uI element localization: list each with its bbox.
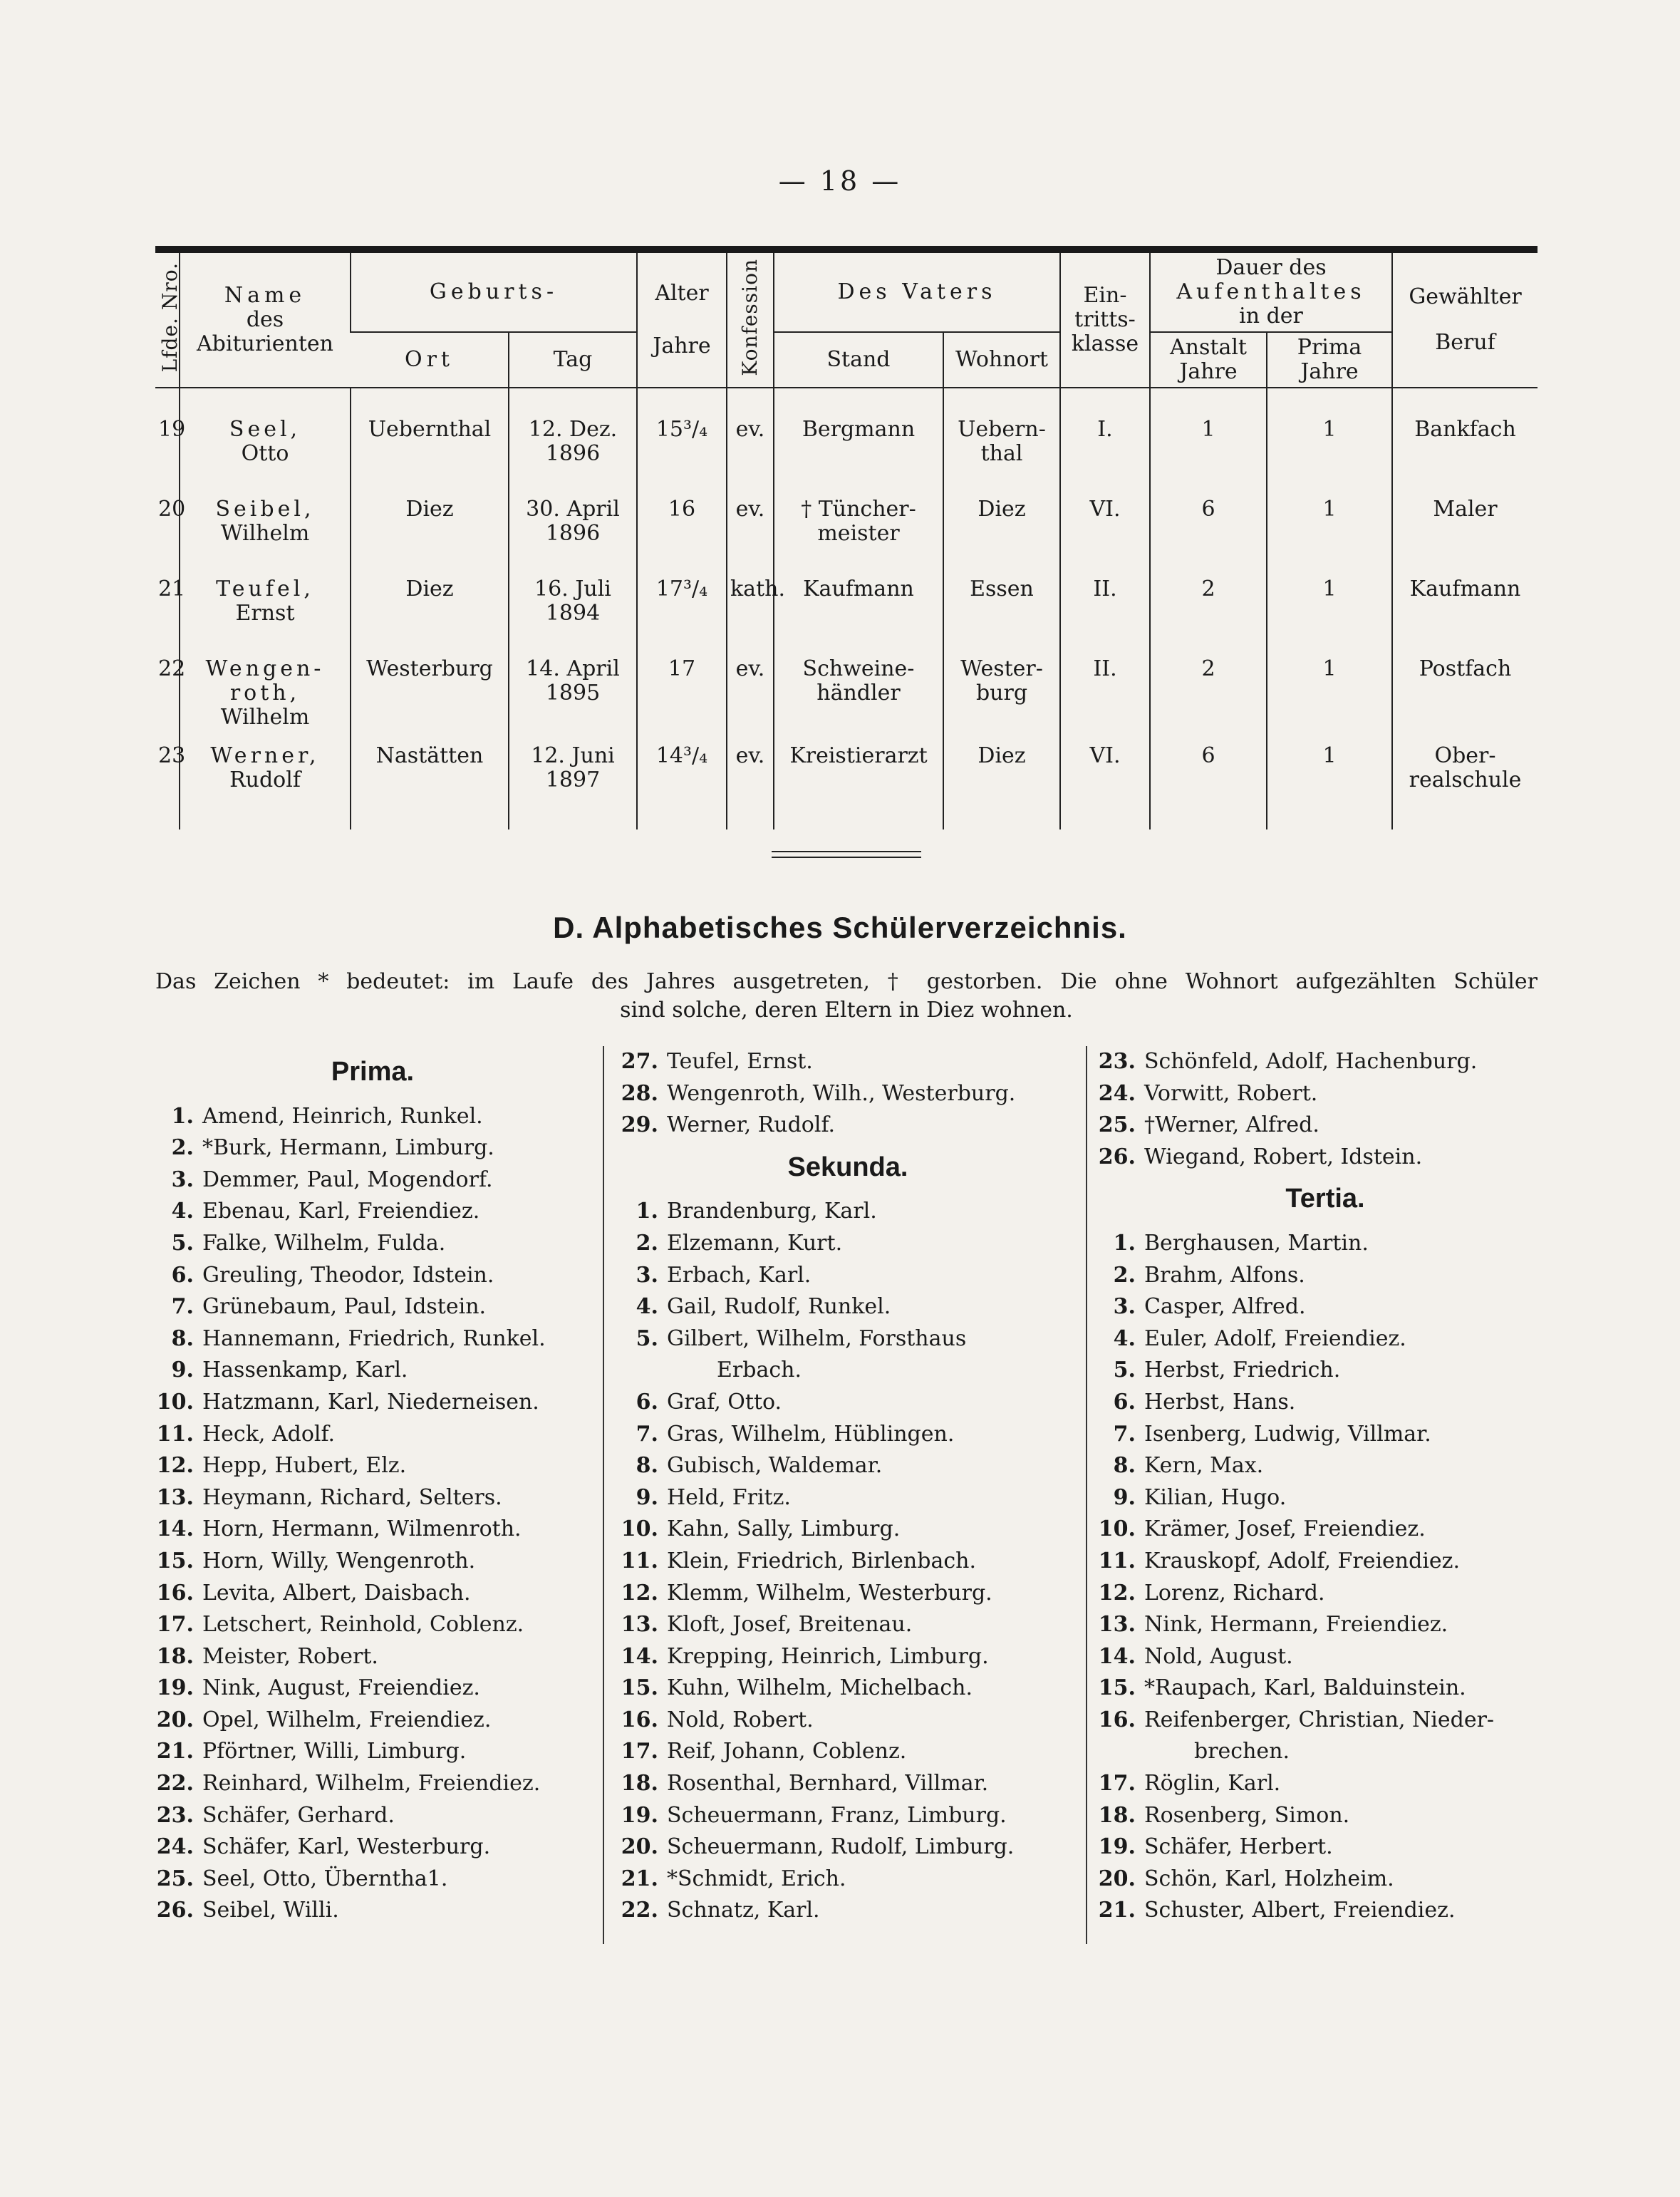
list-item <box>1097 1831 1553 1863</box>
list-item-text: Krauskopf, Adolf, Freiendiez. <box>1144 1548 1461 1573</box>
list-item-text: Reifenberger, Christian, Nieder- brechen. <box>1144 1707 1495 1764</box>
list-item-number: 8. <box>636 1453 658 1479</box>
list-item <box>620 1323 1076 1387</box>
list-item-number: 8. <box>1113 1453 1136 1479</box>
list-item <box>620 1482 1076 1514</box>
list-item <box>155 1164 590 1196</box>
list-item-text: Heck, Adolf. <box>202 1421 336 1447</box>
list-item-number: 22. <box>621 1898 658 1923</box>
list-item-number: 24. <box>1098 1080 1136 1106</box>
right-column <box>1097 1046 1553 1927</box>
list-item-text: Kuhn, Wilhelm, Michelbach. <box>667 1675 973 1701</box>
list-item-text: Schäfer, Gerhard. <box>202 1802 395 1828</box>
list-item-number: 10. <box>1098 1516 1136 1542</box>
list-item-text: Horn, Hermann, Wilmenroth. <box>202 1516 522 1542</box>
list-item <box>620 1291 1076 1323</box>
list-item-text: Brandenburg, Karl. <box>667 1199 877 1224</box>
list-item-text: Schäfer, Karl, Westerburg. <box>202 1834 491 1860</box>
header-ort: Ort <box>351 332 509 388</box>
list-item-text: Gubisch, Waldemar. <box>667 1453 883 1479</box>
list-item-number: 21. <box>156 1739 194 1764</box>
list-item-number: 1. <box>1113 1230 1136 1256</box>
list-item-text: Demmer, Paul, Mogendorf. <box>202 1167 493 1192</box>
list-item-number: 9. <box>636 1484 658 1510</box>
list-item-number: 9. <box>171 1358 194 1383</box>
list-item <box>155 1800 590 1832</box>
list-item <box>1097 1228 1553 1260</box>
list-item-number: 6. <box>636 1389 658 1415</box>
list-item-number: 2. <box>636 1230 658 1256</box>
list-item <box>155 1895 590 1927</box>
list-item <box>620 1078 1076 1110</box>
list-item-number: 5. <box>636 1325 658 1351</box>
list-item-text: Teufel, Ernst. <box>667 1049 813 1074</box>
list-item <box>1097 1705 1553 1768</box>
list-item-text: Vorwitt, Robert. <box>1144 1080 1318 1106</box>
section-intro: Das Zeichen * bedeutet: im Laufe des Jahres ausgetreten, † gestorben. Die ohne Wohnort aufgezählten Schüler sind solche, deren Eltern in Diez wohnen. <box>155 969 1538 1023</box>
list-item-number: 14. <box>156 1516 194 1542</box>
list-item-text: Scheuermann, Rudolf, Limburg. <box>667 1834 1015 1860</box>
list-item-text: Schnatz, Karl. <box>667 1898 820 1923</box>
list-item-number: 22. <box>156 1771 194 1797</box>
list-item-number: 17. <box>621 1739 658 1764</box>
list-item-number: 9. <box>1113 1484 1136 1510</box>
list-item-number: 6. <box>171 1262 194 1288</box>
list-item-number: 3. <box>1113 1294 1136 1320</box>
list-item <box>155 1196 590 1228</box>
list-item-text: Hepp, Hubert, Elz. <box>202 1453 407 1479</box>
list-item-number: 13. <box>156 1484 194 1510</box>
header-alter: Alter Jahre <box>637 253 727 388</box>
list-item-text: Meister, Robert. <box>202 1643 378 1669</box>
list-item-text: Levita, Albert, Daisbach. <box>202 1580 471 1606</box>
list-item <box>155 1482 590 1514</box>
list-item <box>1097 1863 1553 1896</box>
middle-column <box>620 1046 1076 1927</box>
header-konfession: Konfession <box>727 253 774 388</box>
list-item-number: 19. <box>1098 1834 1136 1860</box>
list-item <box>620 1705 1076 1737</box>
list-item <box>620 1046 1076 1078</box>
list-item-text: Krämer, Josef, Freiendiez. <box>1144 1516 1426 1542</box>
list-item <box>620 1419 1076 1451</box>
list-item-text: Nink, Hermann, Freiendiez. <box>1144 1612 1448 1638</box>
list-item-text: †Werner, Alfred. <box>1144 1112 1319 1138</box>
list-item <box>1097 1768 1553 1800</box>
list-item-text: Heymann, Richard, Selters. <box>202 1484 502 1510</box>
list-item <box>620 1609 1076 1641</box>
list-item <box>155 1863 590 1896</box>
list-item-number: 20. <box>156 1707 194 1732</box>
list-item <box>1097 1419 1553 1451</box>
list-item-text: Schuster, Albert, Freiendiez. <box>1144 1898 1456 1923</box>
list-item-text: Kloft, Josef, Breitenau. <box>667 1612 913 1638</box>
list-item <box>1097 1260 1553 1292</box>
list-item-text: Werner, Rudolf. <box>667 1112 836 1138</box>
list-item-number: 16. <box>1098 1707 1136 1732</box>
list-item <box>155 1419 590 1451</box>
list-item <box>620 1863 1076 1896</box>
list-item <box>620 1514 1076 1546</box>
header-lfd-nr: Lfde. Nro. <box>155 253 180 388</box>
list-item-text: Seel, Otto, Überntha1. <box>202 1866 448 1891</box>
list-item <box>155 1355 590 1387</box>
list-item <box>155 1546 590 1578</box>
section-title: D. Alphabetisches Schülerverzeichnis. <box>553 911 1127 944</box>
list-item-text: Casper, Alfred. <box>1144 1294 1306 1320</box>
list-item-number: 12. <box>621 1580 658 1606</box>
list-item-number: 28. <box>621 1080 658 1106</box>
list-item-text: Amend, Heinrich, Runkel. <box>202 1103 483 1129</box>
list-item <box>1097 1387 1553 1419</box>
header-tag: Tag <box>509 332 637 388</box>
list-item-number: 19. <box>621 1802 658 1828</box>
list-item-text: Nold, August. <box>1144 1643 1293 1669</box>
list-item-text: Wiegand, Robert, Idstein. <box>1144 1144 1423 1169</box>
list-item-text: Gail, Rudolf, Runkel. <box>667 1294 891 1320</box>
list-item-text: Hatzmann, Karl, Niederneisen. <box>202 1389 539 1415</box>
list-item-text: Euler, Adolf, Freiendiez. <box>1144 1325 1406 1351</box>
list-item-number: 29. <box>621 1112 658 1138</box>
list-item-number: 23. <box>156 1802 194 1828</box>
list-item-number: 20. <box>621 1834 658 1860</box>
list-item-number: 18. <box>156 1643 194 1669</box>
list-item-text: Reif, Johann, Coblenz. <box>667 1739 907 1764</box>
list-item-number: 8. <box>171 1325 194 1351</box>
list-item-number: 7. <box>636 1421 658 1447</box>
list-item <box>155 1228 590 1260</box>
list-item-text: Letschert, Reinhold, Coblenz. <box>202 1612 524 1638</box>
list-item-text: Röglin, Karl. <box>1144 1771 1281 1797</box>
list-item-text: Seibel, Willi. <box>202 1898 339 1923</box>
list-item <box>620 1736 1076 1768</box>
list-item-number: 16. <box>156 1580 194 1606</box>
abiturienten-table <box>155 246 1538 862</box>
list-item-number: 13. <box>621 1612 658 1638</box>
list-item <box>1097 1323 1553 1355</box>
table-row: 22 Wengen- roth, Wilhelm Westerburg 14. April 1895 17 ev. Schweine- händler Wester- burg II. 2 1 Postfach <box>155 643 1538 730</box>
list-item <box>1097 1546 1553 1578</box>
list-item <box>1097 1895 1553 1927</box>
list-item <box>1097 1355 1553 1387</box>
list-item-number: 4. <box>1113 1325 1136 1351</box>
list-item-text: Schön, Karl, Holzheim. <box>1144 1866 1394 1891</box>
list-item <box>1097 1078 1553 1110</box>
list-item-number: 10. <box>621 1516 658 1542</box>
sekunda-title: Sekunda. <box>787 1152 908 1182</box>
list-item <box>155 1323 590 1355</box>
list-item-text: Nold, Robert. <box>667 1707 814 1732</box>
list-item-number: 3. <box>171 1167 194 1192</box>
list-item-number: 13. <box>1098 1612 1136 1638</box>
list-item-text: Hassenkamp, Karl. <box>202 1358 408 1383</box>
list-item <box>1097 1673 1553 1705</box>
column-divider <box>603 1046 604 1944</box>
header-prima: Prima Jahre <box>1267 332 1392 388</box>
list-item <box>620 1110 1076 1142</box>
list-item <box>1097 1046 1553 1078</box>
list-item <box>620 1546 1076 1578</box>
list-item <box>155 1768 590 1800</box>
list-item-text: Pförtner, Willi, Limburg. <box>202 1739 467 1764</box>
list-item <box>155 1736 590 1768</box>
list-item-number: 27. <box>621 1049 658 1074</box>
list-item-number: 26. <box>156 1898 194 1923</box>
list-item-text: Held, Fritz. <box>667 1484 791 1510</box>
list-item-text: Rosenberg, Simon. <box>1144 1802 1350 1828</box>
list-item <box>155 1673 590 1705</box>
list-item-number: 20. <box>1098 1866 1136 1891</box>
table-row: 20 Seibel, Wilhelm Diez 30. April 1896 16 ev. † Tüncher- meister Diez VI. 6 1 Maler <box>155 483 1538 563</box>
list-item <box>155 1705 590 1737</box>
list-item <box>620 1831 1076 1863</box>
header-anstalt: Anstalt Jahre <box>1150 332 1267 388</box>
list-item <box>1097 1450 1553 1482</box>
list-item <box>155 1387 590 1419</box>
prima-column <box>155 1046 590 1927</box>
list-item-number: 1. <box>636 1199 658 1224</box>
list-item-number: 11. <box>1098 1548 1136 1573</box>
list-item-number: 23. <box>1098 1049 1136 1074</box>
list-item-number: 14. <box>621 1643 658 1669</box>
list-item-number: 12. <box>156 1453 194 1479</box>
list-item-text: Horn, Willy, Wengenroth. <box>202 1548 476 1573</box>
list-item-text: *Raupach, Karl, Balduinstein. <box>1144 1675 1466 1701</box>
list-item <box>620 1228 1076 1260</box>
list-item-text: *Burk, Hermann, Limburg. <box>202 1135 494 1161</box>
list-item-text: Schäfer, Herbert. <box>1144 1834 1333 1860</box>
list-item-text: Scheuermann, Franz, Limburg. <box>667 1802 1007 1828</box>
list-item-text: Ebenau, Karl, Freiendiez. <box>202 1199 480 1224</box>
list-item <box>155 1132 590 1164</box>
list-item-text: Reinhard, Wilhelm, Freiendiez. <box>202 1771 541 1797</box>
list-item <box>620 1450 1076 1482</box>
list-item-number: 10. <box>156 1389 194 1415</box>
list-item-number: 5. <box>171 1230 194 1256</box>
list-item-text: Klemm, Wilhelm, Westerburg. <box>667 1580 992 1606</box>
list-item <box>155 1641 590 1673</box>
list-item <box>155 1450 590 1482</box>
list-item-number: 15. <box>621 1675 658 1701</box>
list-item-text: Erbach, Karl. <box>667 1262 812 1288</box>
list-item-text: Grünebaum, Paul, Idstein. <box>202 1294 487 1320</box>
list-item-text: Gras, Wilhelm, Hüblingen. <box>667 1421 955 1447</box>
section-divider <box>772 851 921 858</box>
list-item <box>155 1291 590 1323</box>
list-item-number: 11. <box>156 1421 194 1447</box>
list-item-number: 6. <box>1113 1389 1136 1415</box>
list-item-number: 1. <box>171 1103 194 1129</box>
list-item <box>1097 1578 1553 1610</box>
list-item <box>1097 1110 1553 1142</box>
list-item <box>1097 1514 1553 1546</box>
list-item <box>620 1800 1076 1832</box>
list-item-text: Schönfeld, Adolf, Hachenburg. <box>1144 1049 1478 1074</box>
list-item-number: 18. <box>621 1771 658 1797</box>
list-item-number: 12. <box>1098 1580 1136 1606</box>
list-item <box>620 1196 1076 1228</box>
list-item-text: Klein, Friedrich, Birlenbach. <box>667 1548 976 1573</box>
list-item-number: 21. <box>621 1866 658 1891</box>
list-item-text: Lorenz, Richard. <box>1144 1580 1325 1606</box>
list-item-number: 4. <box>171 1199 194 1224</box>
list-item <box>620 1260 1076 1292</box>
list-item <box>620 1673 1076 1705</box>
header-dauer: Dauer des Aufenthaltes in der <box>1150 253 1392 332</box>
list-item-text: Kahn, Sally, Limburg. <box>667 1516 901 1542</box>
list-item-number: 3. <box>636 1262 658 1288</box>
list-item-text: Gilbert, Wilhelm, Forsthaus Erbach. <box>667 1325 967 1383</box>
list-item-number: 26. <box>1098 1144 1136 1169</box>
list-item <box>1097 1482 1553 1514</box>
header-wohnort: Wohnort <box>943 332 1060 388</box>
list-item <box>155 1260 590 1292</box>
header-name: Name des Abiturienten <box>180 253 351 388</box>
list-item-number: 2. <box>1113 1262 1136 1288</box>
list-item-text: Elzemann, Kurt. <box>667 1230 843 1256</box>
header-eintrittsklasse: Ein- tritts- klasse <box>1060 253 1150 388</box>
list-item-text: Graf, Otto. <box>667 1389 782 1415</box>
list-item-text: Wengenroth, Wilh., Westerburg. <box>667 1080 1016 1106</box>
list-item-number: 24. <box>156 1834 194 1860</box>
list-item-text: Greuling, Theodor, Idstein. <box>202 1262 494 1288</box>
list-item <box>620 1895 1076 1927</box>
column-divider <box>1086 1046 1087 1944</box>
list-item-text: Falke, Wilhelm, Fulda. <box>202 1230 446 1256</box>
list-item-text: Rosenthal, Bernhard, Villmar. <box>667 1771 989 1797</box>
table-row: 21 Teufel, Ernst Diez 16. Juli 1894 17³/₄ kath. Kaufmann Essen II. 2 1 Kaufmann <box>155 563 1538 643</box>
header-beruf: Gewählter Beruf <box>1392 253 1538 388</box>
list-item-text: Isenberg, Ludwig, Villmar. <box>1144 1421 1431 1447</box>
list-item <box>1097 1609 1553 1641</box>
tertia-title: Tertia. <box>1285 1184 1365 1214</box>
list-item <box>1097 1800 1553 1832</box>
list-item-number: 2. <box>171 1135 194 1161</box>
list-item <box>620 1578 1076 1610</box>
header-geburts: Geburts- <box>351 253 637 332</box>
list-item-text: Opel, Wilhelm, Freiendiez. <box>202 1707 492 1732</box>
list-item-number: 17. <box>156 1612 194 1638</box>
list-item-number: 21. <box>1098 1898 1136 1923</box>
list-item <box>620 1641 1076 1673</box>
list-item-number: 4. <box>636 1294 658 1320</box>
list-item-text: Krepping, Heinrich, Limburg. <box>667 1643 989 1669</box>
list-item <box>155 1831 590 1863</box>
list-item-text: Herbst, Hans. <box>1144 1389 1296 1415</box>
list-item <box>155 1514 590 1546</box>
list-item-number: 25. <box>156 1866 194 1891</box>
list-item-number: 7. <box>1113 1421 1136 1447</box>
list-item <box>1097 1291 1553 1323</box>
list-item-text: Kilian, Hugo. <box>1144 1484 1287 1510</box>
list-item-text: Nink, August, Freiendiez. <box>202 1675 480 1701</box>
list-item-text: Berghausen, Martin. <box>1144 1230 1369 1256</box>
table-top-rule <box>155 246 1538 253</box>
list-item-number: 11. <box>621 1548 658 1573</box>
page-number: — 18 — <box>778 165 902 197</box>
list-item <box>155 1578 590 1610</box>
list-item-number: 25. <box>1098 1112 1136 1138</box>
list-item-text: *Schmidt, Erich. <box>667 1866 846 1891</box>
list-item-number: 7. <box>171 1294 194 1320</box>
header-des-vaters: Des Vaters <box>774 253 1060 332</box>
list-item <box>155 1609 590 1641</box>
list-item <box>1097 1142 1553 1174</box>
list-item <box>155 1101 590 1133</box>
list-item <box>1097 1641 1553 1673</box>
list-item-number: 14. <box>1098 1643 1136 1669</box>
list-item <box>620 1387 1076 1419</box>
prima-title: Prima. <box>331 1057 415 1087</box>
list-item-number: 17. <box>1098 1771 1136 1797</box>
table-row: 19 Seel, Otto Uebernthal 12. Dez. 1896 15³/₄ ev. Bergmann Uebern- thal I. 1 1 Bankfach <box>155 403 1538 483</box>
list-item-text: Brahm, Alfons. <box>1144 1262 1305 1288</box>
list-item-number: 19. <box>156 1675 194 1701</box>
list-item-number: 18. <box>1098 1802 1136 1828</box>
list-item-number: 15. <box>1098 1675 1136 1701</box>
list-item <box>620 1768 1076 1800</box>
list-item-number: 15. <box>156 1548 194 1573</box>
list-item-text: Herbst, Friedrich. <box>1144 1358 1341 1383</box>
list-item-number: 16. <box>621 1707 658 1732</box>
table-row: 23 Werner, Rudolf Nastätten 12. Juni 1897 14³/₄ ev. Kreistierarzt Diez VI. 6 1 Ober- realschule <box>155 730 1538 829</box>
header-stand: Stand <box>774 332 943 388</box>
list-item-number: 5. <box>1113 1358 1136 1383</box>
list-item-text: Kern, Max. <box>1144 1453 1264 1479</box>
list-item-text: Hannemann, Friedrich, Runkel. <box>202 1325 546 1351</box>
